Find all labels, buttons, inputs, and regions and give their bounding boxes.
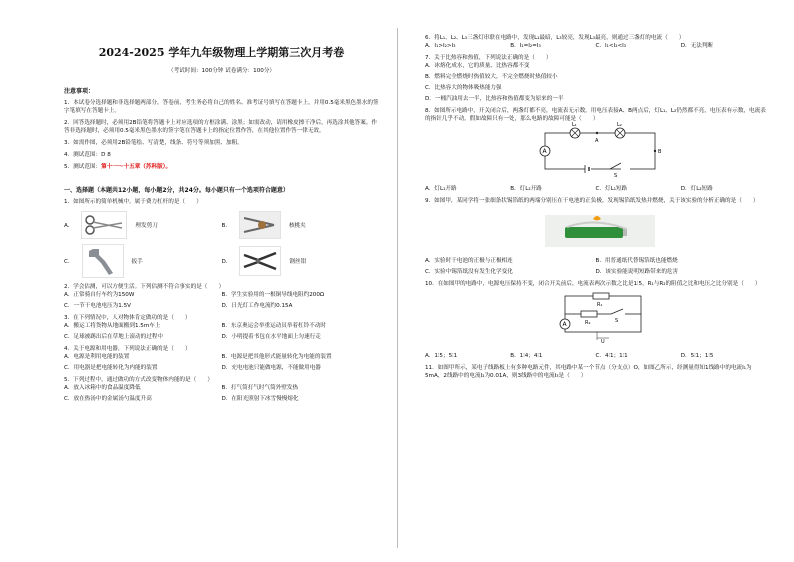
question-1: 1．如图所示的简单机械中，属于费力杠杆的是（ ） [64,199,202,205]
switch-label: S [614,173,618,179]
option-a: A．放入冰箱中的食品温度降低 [64,385,141,391]
option-c: C． [64,259,74,265]
option-a: A．I₁>I₂>I₃ [425,43,456,49]
question-6: 6．将L₁、L₂、L₃三盏灯串联在电路中，发现L₁最暗，L₃较亮，发现L₃最亮，则通过三盏灯的电流（ ） [425,35,685,41]
option-d: D．在阳光照射下冰雪慢慢熔化 [221,396,299,402]
pliers-image [239,246,281,276]
question-10: 10．在如图甲的电路中，电源电压保持不变，闭合开关前后，电流表两次示数之比是1∶5，R₁与R₂的阻值之比和电压之比分别是（ ） [425,281,761,287]
notice-header: 注意事项： [64,88,95,95]
test-scope: 第十一～十五章（苏科版）。 [101,164,172,170]
option-b: B．I₁=I₂=I₃ [510,43,541,49]
option-c: C．比热容大的物体吸热能力强 [425,85,502,91]
option-b: B． [221,223,231,229]
question-5: 5．下列过程中，通过做功的方式改变物体内能的是（ ） [64,377,213,383]
option-a: A．灯L₁开路 [425,186,457,192]
notice-item: 2．回答选择题时，必须用2B铅笔将答题卡上对应选项的方框涂满、涂黑；如需改动，请用橡皮擦干净后，再选涂其他答案。作答非选择题时，必须用0.5毫米黑色墨水的签字笔在答题卡上的指定位置作答，在其他位置作答一律无效。 [64,120,378,134]
question-1-options-ab [64,211,379,239]
wrench-image [82,244,124,278]
option-c: C．实验中锡箔纸没有发生化学变化 [425,269,513,275]
r1-label: R₁ [597,302,603,308]
battery-foil-image [425,209,766,249]
option-a: A．电源是利用电能的装置 [64,354,130,360]
question-1-options-cd [64,244,379,278]
question-7: 7．关于比热容和热值，下列说法正确的是（ ） [425,55,552,61]
option-d: D．5∶1；1∶5 [680,353,714,359]
point-b-label: B [658,149,662,155]
option-a: A．实验时干电池的正极与正极相连 [425,258,513,264]
option-c: C．用电器是把电能转化为内能的装置 [64,365,158,371]
lamp-l2-label: L₂ [617,122,622,128]
option-c: C．一节干电池电压为1.5V [64,303,131,309]
circuit-diagram-q8 [425,122,766,179]
option-d: D．一桶汽油用去一半，比热容和热值都变为原来的一半 [425,96,564,102]
option-c-label: 扳手 [131,259,143,265]
option-d: D．该实验能说明短路带来的危害 [595,269,679,275]
circuit-diagram-q10 [425,292,766,344]
right-page [397,0,794,562]
option-d: D． [221,259,232,265]
question-8: 8．如图所示电路中，开关闭合后，两盏灯都不亮，电流表无示数，用电压表接A、B两点后，灯L₁、L₂仍然都不亮，电压表有示数，电流表的指针几乎不动，假如故障只有一处，那么电路的故障可能是（ ） [425,108,766,122]
section-header: 一、选择题（本题共12小题，每小题2分，共24分。每小题只有一个选项符合题意） [64,187,289,194]
lamp-l1-label: L₁ [572,122,577,128]
point-a-label: A [595,138,599,144]
option-b: B．打气筒打气时气筒外壁发热 [221,385,299,391]
option-d: D．充电电池只能做电源，不能做用电器 [221,365,321,371]
option-c: C．灯L₁短路 [595,186,628,192]
option-c: C．放在热汤中的金属汤勺温度升高 [64,396,152,402]
option-a: A．1∶5；5∶1 [425,353,458,359]
option-a: A．冰熔化成水，它的质量、比热容都不变 [425,63,530,69]
option-b: B．燃料完全燃烧时热值较大，不完全燃烧时热值较小 [425,74,558,80]
option-d: D．小明提着书包在水平地面上匀速行走 [221,334,321,340]
question-9: 9．如图甲，某同学将一张细条状锡箔纸的两端分别压在干电池的正负极，发现锡箔纸发热并燃烧，关于该实验的分析正确的是（ ） [425,198,759,204]
question-4: 4．关于电源和用电器，下列说法正确的是（ ） [64,346,191,352]
option-a: A． [64,223,74,229]
option-a-label: 理发剪刀 [135,223,158,229]
ammeter-symbol: A [562,321,567,328]
option-c: C．I₁<I₂<I₃ [595,43,627,49]
nutcracker-image [239,211,281,239]
option-b: B．1∶4；4∶1 [510,353,543,359]
option-b: B．灯L₂开路 [510,186,542,192]
ammeter-symbol: A [542,148,547,155]
exam-title: 2024-2025 学年九年级物理上学期第三次月考卷 [98,46,345,59]
question-11: 11．如图甲所示，某电子线路板上有多种电路元件，其电路中某一个节点（分支点）O，如图乙所示，经测量得知1线路中的电流I₁为5mA，2线路中的电流I₂为0.01A，则3线路中的电流I₃是（ ） [425,365,752,379]
option-d: D．灯L₂短路 [680,186,713,192]
question-2: 2．学会估测，可以方便生活。下列估测不符合事实的是（ ） [64,284,225,290]
r2-label: R₂ [585,320,591,326]
option-a: A．正常骑自行车约为150W [64,292,135,298]
exam-subtitle: （考试时间：100分钟 试卷满分：100分） [167,68,276,74]
question-3: 3．在下列情况中，人对物体肯定做功的是（ ） [64,315,191,321]
option-b: B．用普通纸代替锡箔纸也能燃烧 [595,258,678,264]
option-c: C．足球被踢出后在草地上滚动的过程中 [64,334,164,340]
option-d: D．日光灯工作电流约0.15A [221,303,293,309]
option-b: B．学生实验用的一根铜导线电阻约200Ω [221,292,325,298]
option-c: C．4∶1；1∶1 [595,353,628,359]
option-b: B．东京奥运会举重运动员举着杠铃不动时 [221,323,327,329]
notice-item: 1．本试卷分选择题和非选择题两部分，答卷前，考生务必将自己的姓名、准考证号填写在答题卡上，并用0.5毫米黑色墨水的签字笔填写在答题卡上。 [64,100,379,114]
notice-item: 4．测试范围：D 8 [64,152,111,158]
option-a: A．搬运工将货物从地面搬到1.5m车上 [64,323,161,329]
switch-label: S [615,318,619,324]
voltage-label: U [601,339,605,345]
option-d: D．无法判断 [680,43,714,49]
option-b-label: 核桃夹 [288,223,306,229]
option-b: B．电源是把其他形式能量转化为电能的装置 [221,354,332,360]
notice-item: 3．如需作图，必须用2B铅笔绘、写清楚，线条、符号等须加黑、加粗。 [64,140,243,146]
scissors-image [81,211,127,239]
option-d-label: 钢丝钳 [289,259,307,265]
notice-item: 5．测试范围：第十一～十五章（苏科版）。 [64,164,172,170]
